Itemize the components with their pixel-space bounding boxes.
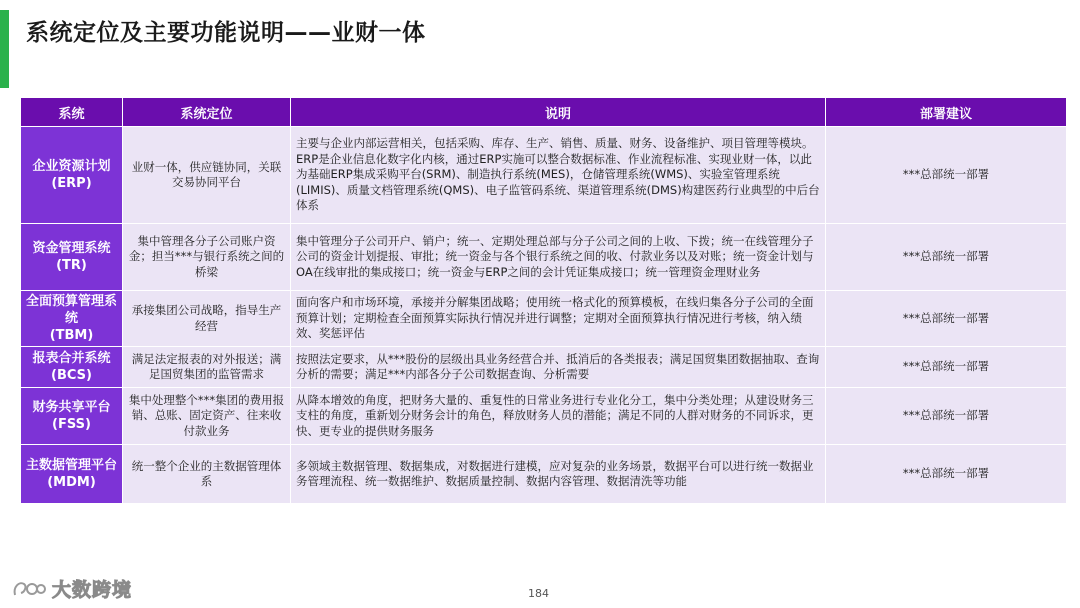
watermark-logo-icon [12,578,46,600]
deployment-cell: ***总部统一部署 [826,291,1067,347]
deployment-cell: ***总部统一部署 [826,347,1067,388]
title-accent-bar [0,10,9,88]
system-name: 财务共享平台 [32,400,111,415]
header-positioning: 系统定位 [123,98,291,127]
system-code: (ERP) [51,176,92,191]
table-row [21,127,1067,224]
table-row [21,445,1067,504]
watermark [12,575,132,602]
table-row [21,347,1067,388]
table-row [21,224,1067,291]
positioning-cell: 统一整个企业的主数据管理体系 [123,445,291,504]
system-name: 资金管理系统 [32,241,111,256]
table-row [21,291,1067,347]
system-name: 报表合并系统 [32,351,111,366]
deployment-cell: ***总部统一部署 [826,388,1067,445]
positioning-cell: 集中管理各分子公司账户资金；担当***与银行系统之间的桥梁 [123,224,291,291]
system-code: (BCS) [51,368,92,383]
system-name: 全面预算管理系统 [26,294,118,326]
deployment-cell: ***总部统一部署 [826,224,1067,291]
system-code: (FSS) [52,417,91,432]
deployment-cell: ***总部统一部署 [826,127,1067,224]
system-code: (TR) [56,258,87,273]
description-cell: 按照法定要求，从***股份的层级出具业务经营合并、抵消后的各类报表；满足国贸集团数据抽取、查询分析的需要；满足***内部各分子公司数据查询、分析需要 [291,347,826,388]
header-system: 系统 [21,98,123,127]
table-row [21,388,1067,445]
system-name: 企业资源计划 [32,159,111,174]
system-name: 主数据管理平台 [26,458,118,473]
system-cell [21,388,123,445]
header-deployment: 部署建议 [826,98,1067,127]
description-cell: 主要与企业内部运营相关，包括采购、库存、生产、销售、质量、财务、设备维护、项目管理等模块。ERP是企业信息化数字化内核，通过ERP实施可以整合数据标准、作业流程标准、实现业财一体，以此为基础ERP集成采购平台(SRM)、制造执行系统(MES)，仓储管理系统(WMS)、实验室管理系统(LIMIS)、质量文档管理系统(QMS)、电子监管码系统、渠道管理系统(DMS)构建医药行业典型的中后台体系 [291,127,826,224]
system-table [20,97,1066,504]
system-cell [21,291,123,347]
watermark-text: 大数跨境 [52,579,133,601]
system-cell [21,347,123,388]
system-code: (MDM) [47,475,96,490]
page-title: 系统定位及主要功能说明——业财一体 [26,20,426,46]
table-header-row [21,98,1067,127]
positioning-cell: 业财一体，供应链协同，关联交易协同平台 [123,127,291,224]
system-cell [21,445,123,504]
header-description: 说明 [291,98,826,127]
system-code: (TBM) [49,328,94,343]
positioning-cell: 承接集团公司战略，指导生产经营 [123,291,291,347]
description-cell: 多领域主数据管理、数据集成，对数据进行建模，应对复杂的业务场景，数据平台可以进行统一数据业务管理流程、统一数据维护、数据质量控制、数据内容管理、数据清洗等功能 [291,445,826,504]
system-cell [21,224,123,291]
system-cell [21,127,123,224]
page-number: 184 [528,587,549,600]
description-cell: 集中管理分子公司开户、销户；统一、定期处理总部与分子公司之间的上收、下拨；统一在线管理分子公司的资金计划提报、审批；统一资金与各个银行系统之间的收、付款业务以及对账；统一资金计划与OA在线审批的集成接口；统一资金与ERP之间的会计凭证集成接口；统一管理资金理财业务 [291,224,826,291]
deployment-cell: ***总部统一部署 [826,445,1067,504]
positioning-cell: 集中处理整个***集团的费用报销、总账、固定资产、往来收付款业务 [123,388,291,445]
positioning-cell: 满足法定报表的对外报送；满足国贸集团的监管需求 [123,347,291,388]
description-cell: 面向客户和市场环境，承接并分解集团战略；使用统一格式化的预算模板，在线归集各分子公司的全面预算计划；定期检查全面预算实际执行情况并进行调整；定期对全面预算执行情况进行考核，纳入绩效、奖惩评估 [291,291,826,347]
description-cell: 从降本增效的角度，把财务大量的、重复性的日常业务进行专业化分工，集中分类处理；从建设财务三支柱的角度，重新划分财务会计的角色，释放财务人员的潜能；满足不同的人群对财务的不同诉求，更快、更专业的提供财务服务 [291,388,826,445]
